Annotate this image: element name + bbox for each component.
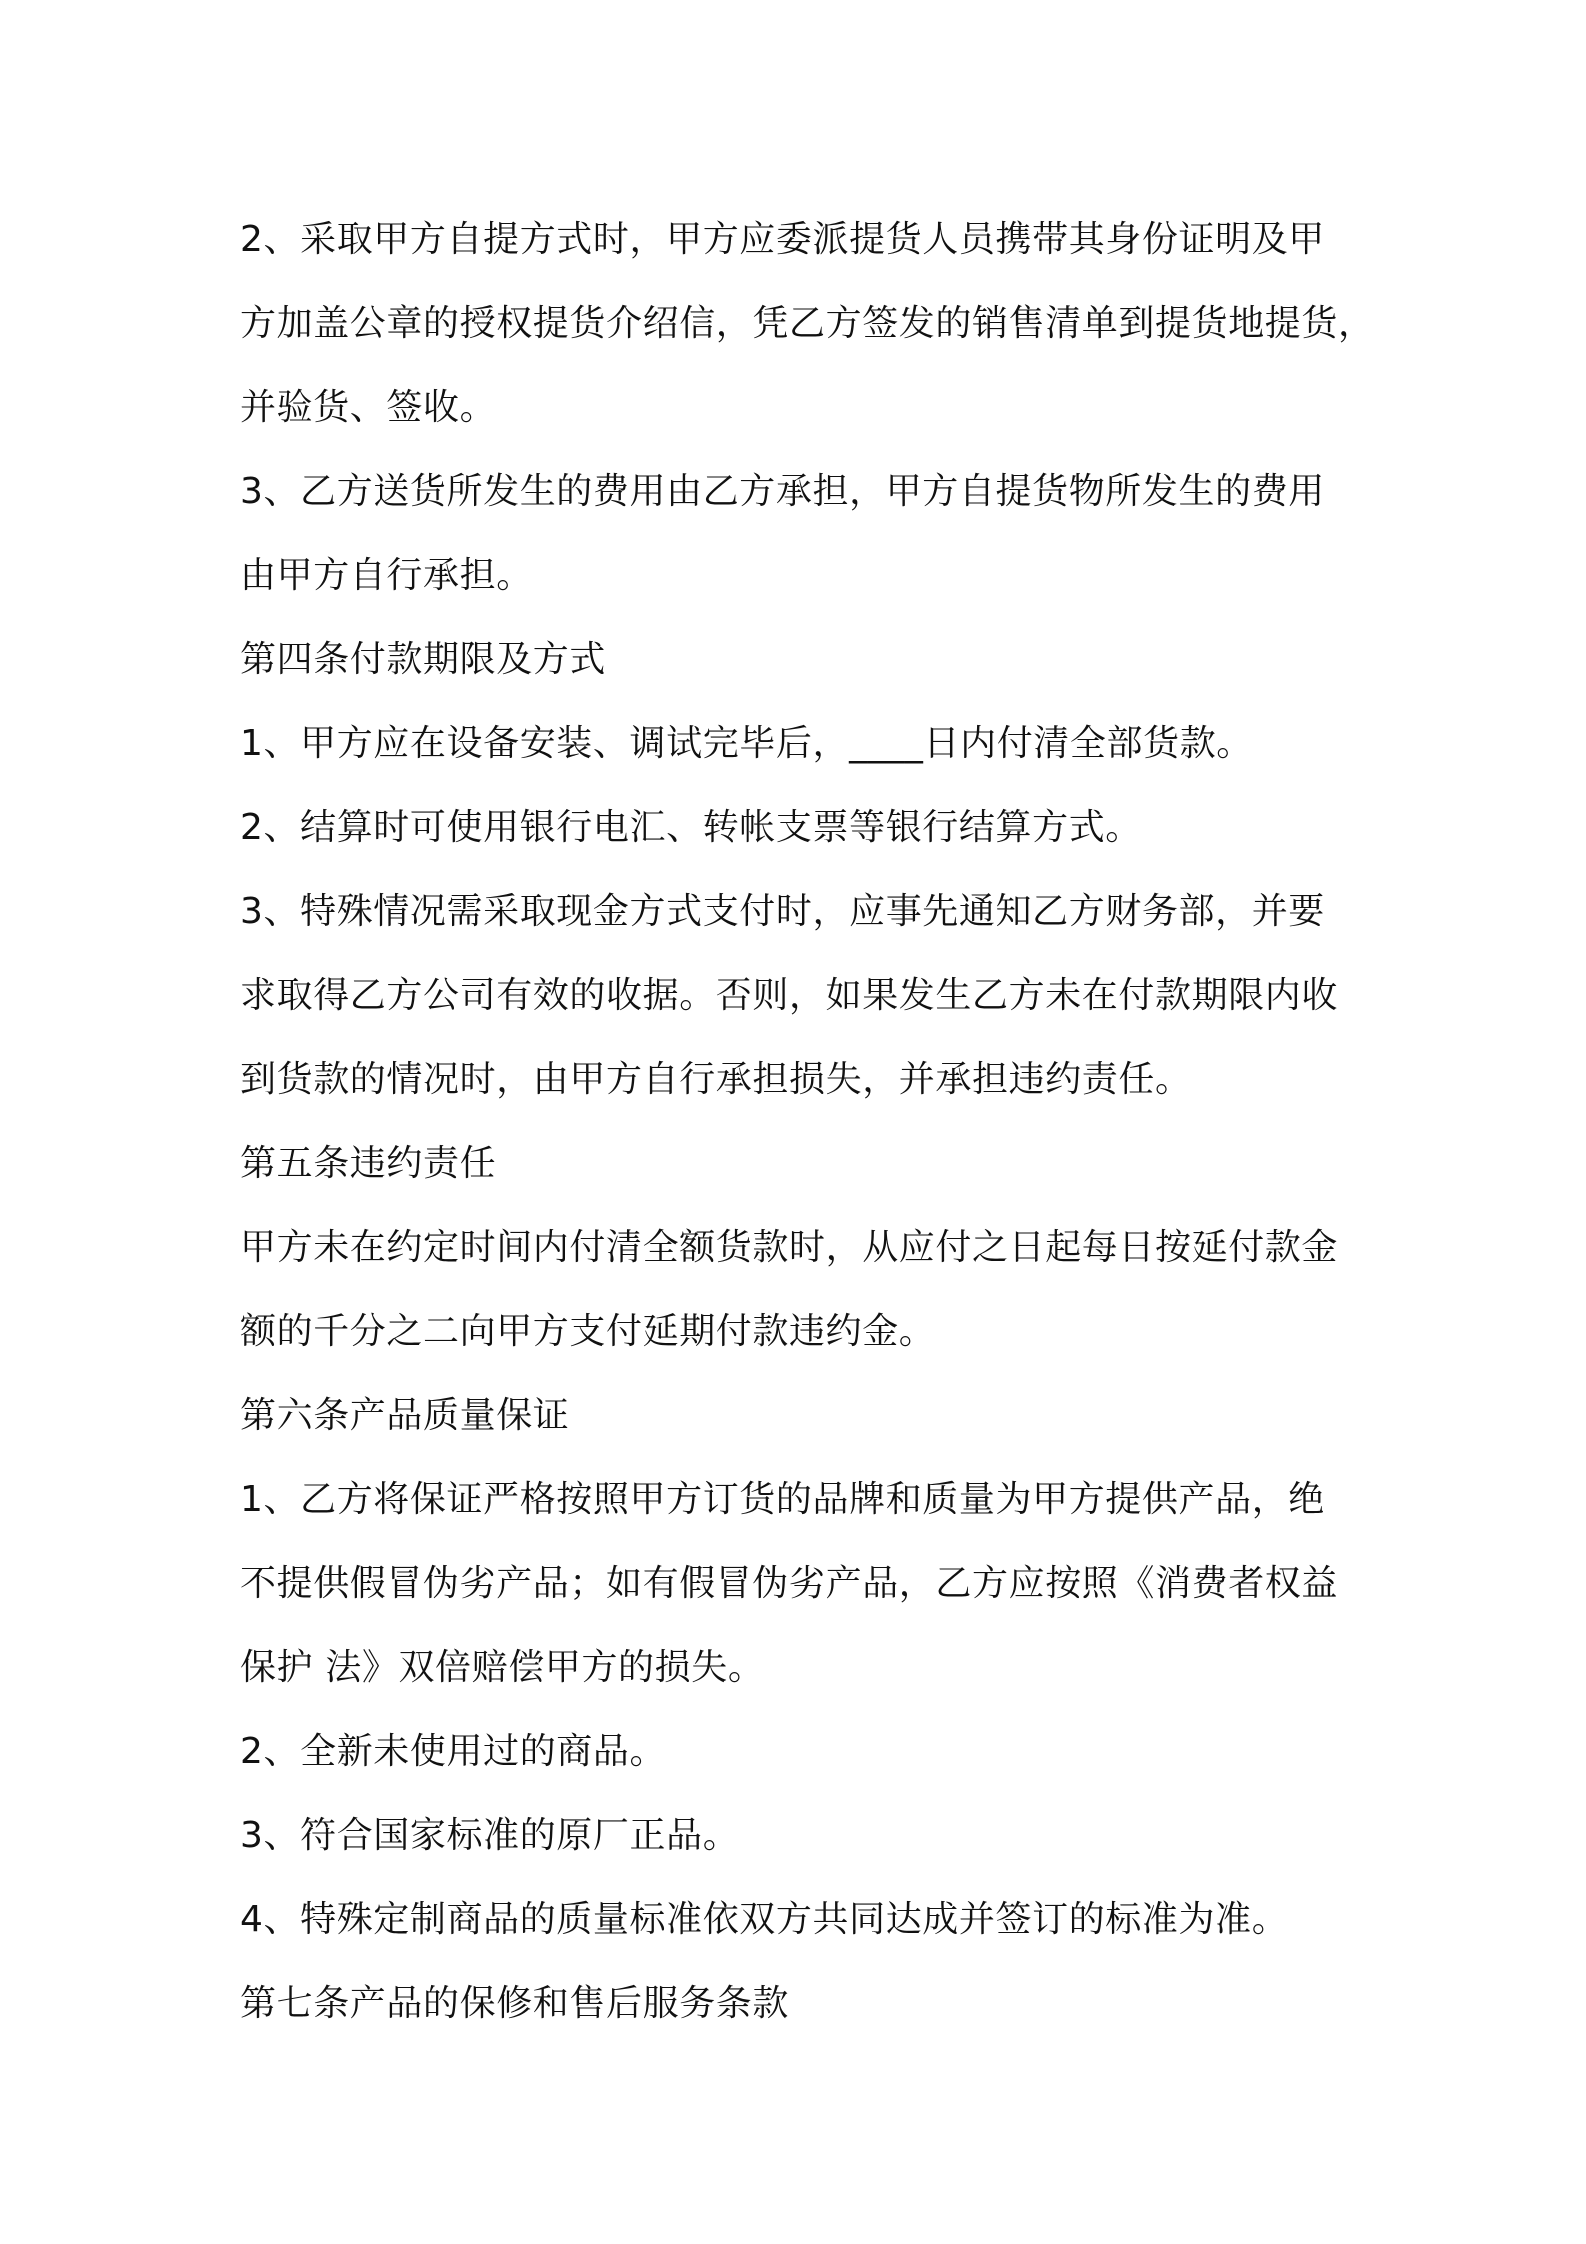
clause-3-item-3-line-2: 由甲方自行承担。 — [240, 555, 533, 596]
clause-5-text-line-2: 额的千分之二向甲方支付延期付款违约金。 — [240, 1311, 936, 1352]
clause-4-heading: 第四条付款期限及方式 — [240, 639, 607, 680]
clause-3-item-2-line-2: 方加盖公章的授权提货介绍信，凭乙方签发的销售清单到提货地提货， — [240, 303, 1375, 344]
clause-3-item-3-line-1: 3、乙方送货所发生的费用由乙方承担，甲方自提货物所发生的费用 — [240, 471, 1325, 512]
clause-6-item-1-line-3: 保护 法》双倍赔偿甲方的损失。 — [240, 1647, 765, 1688]
clause-6-item-1-line-1: 1、乙方将保证严格按照甲方订货的品牌和质量为甲方提供产品，绝 — [240, 1479, 1325, 1520]
clause-4-item-2: 2、结算时可使用银行电汇、转帐支票等银行结算方式。 — [240, 807, 1142, 848]
clause-6-item-1-line-2: 不提供假冒伪劣产品；如有假冒伪劣产品，乙方应按照《消费者权益 — [240, 1563, 1339, 1604]
clause-6-item-3: 3、符合国家标准的原厂正品。 — [240, 1815, 740, 1856]
document-body — [240, 198, 1375, 2046]
clause-4-item-3-line-3: 到货款的情况时，由甲方自行承担损失，并承担违约责任。 — [240, 1059, 1192, 1100]
clause-3-item-2-line-1: 2、采取甲方自提方式时，甲方应委派提货人员携带其身份证明及甲 — [240, 219, 1325, 260]
clause-6-item-2: 2、全新未使用过的商品。 — [240, 1731, 667, 1772]
clause-4-item-3-line-2: 求取得乙方公司有效的收据。否则，如果发生乙方未在付款期限内收 — [240, 975, 1339, 1016]
clause-4-item-3-line-1: 3、特殊情况需采取现金方式支付时，应事先通知乙方财务部，并要 — [240, 891, 1325, 932]
clause-4-item-1: 1、甲方应在设备安装、调试完毕后，____日内付清全部货款。 — [240, 723, 1253, 764]
clause-6-heading: 第六条产品质量保证 — [240, 1395, 570, 1436]
clause-5-text-line-1: 甲方未在约定时间内付清全额货款时，从应付之日起每日按延付款金 — [240, 1227, 1339, 1268]
clause-3-item-2-line-3: 并验货、签收。 — [240, 387, 497, 428]
clause-6-item-4: 4、特殊定制商品的质量标准依双方共同达成并签订的标准为准。 — [240, 1899, 1289, 1940]
clause-5-heading: 第五条违约责任 — [240, 1143, 497, 1184]
clause-7-heading: 第七条产品的保修和售后服务条款 — [240, 1983, 790, 2024]
